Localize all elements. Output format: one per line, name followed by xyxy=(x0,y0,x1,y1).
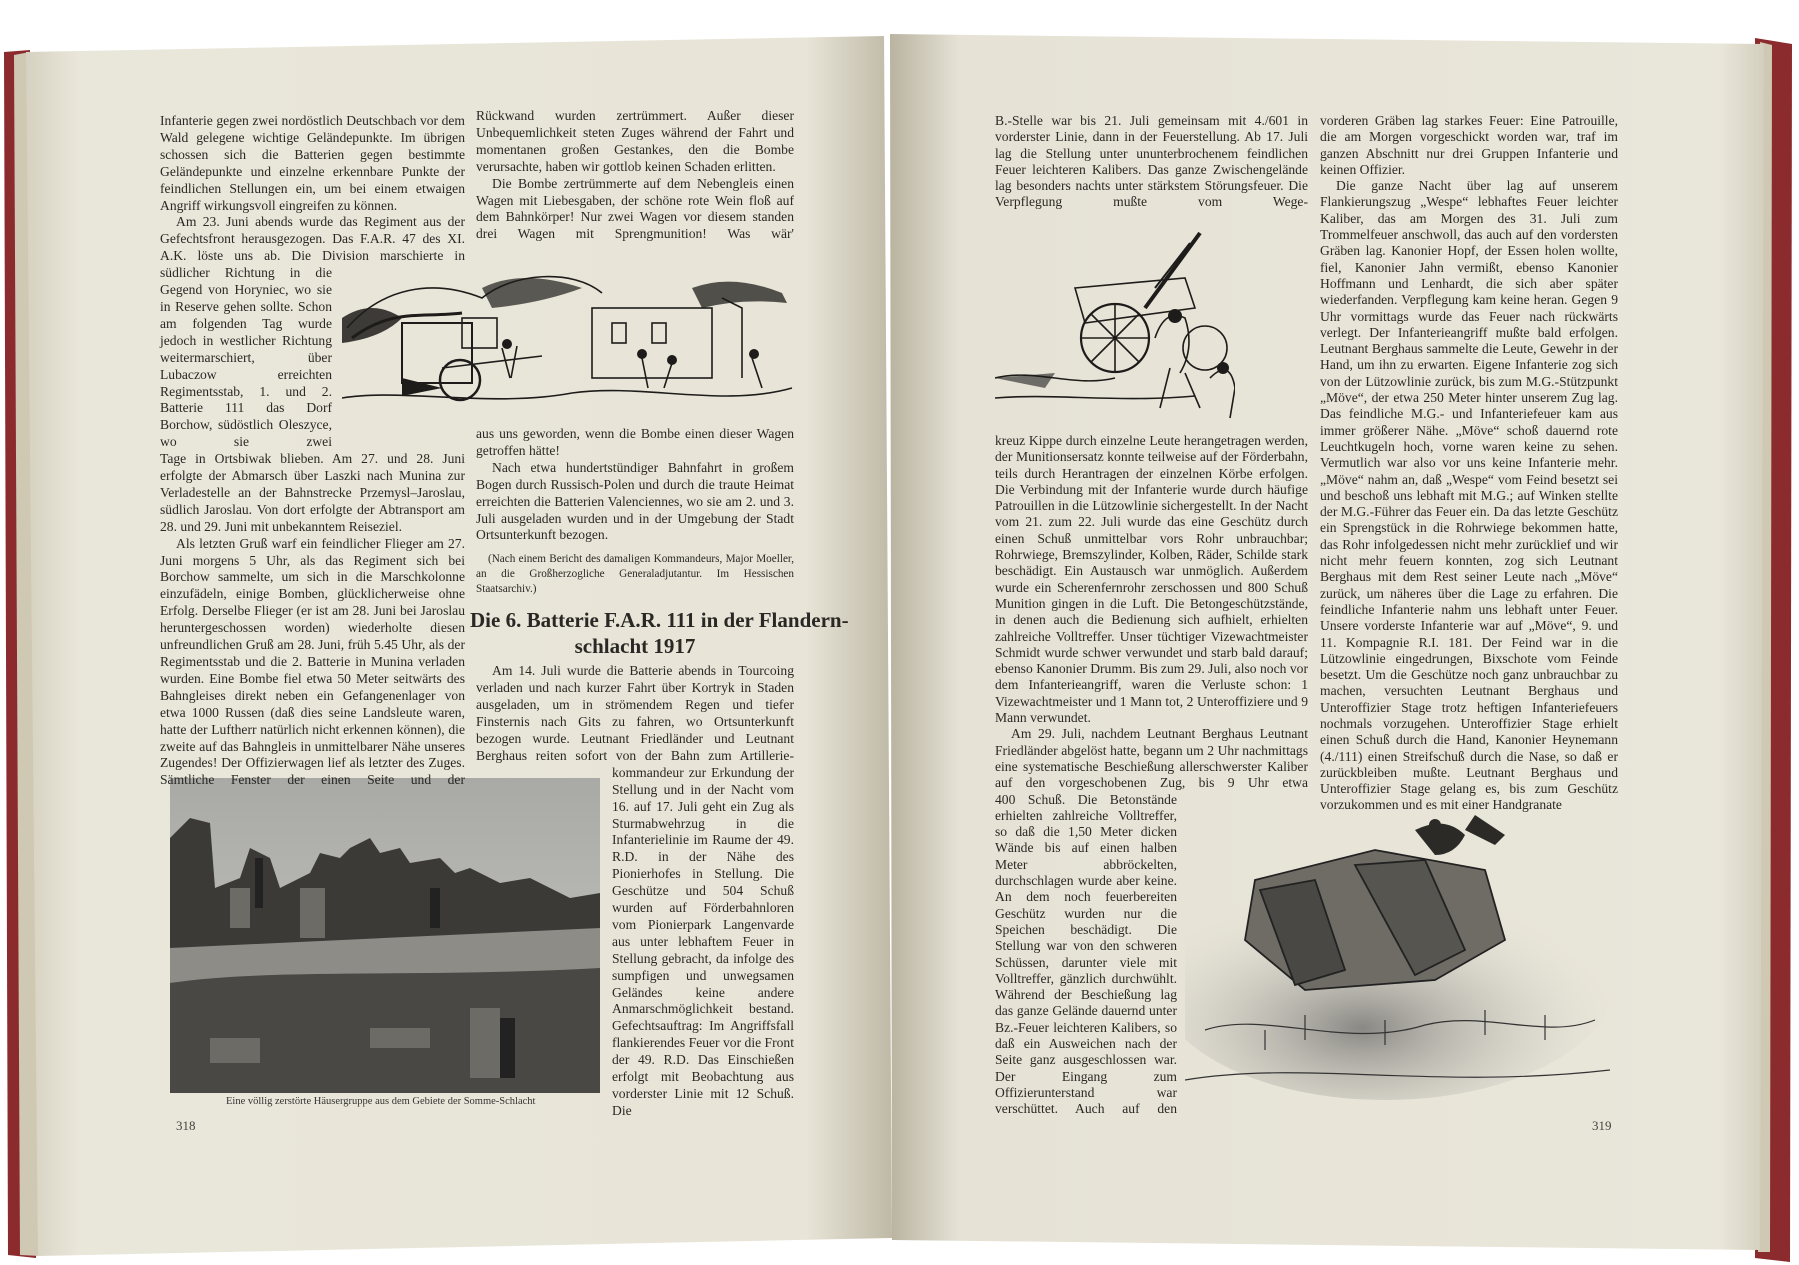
paragraph: Am 29. Juli, nachdem Leutnant Berghaus Leutnant Friedländer abgelöst hatte, begann um 2 Uhr nachmittags eine systematische Beschießung allerschwerster Kaliber auf den vorgeschobenen Zug, bis 9 Uhr etwa xyxy=(995,726,1308,791)
paragraph: kreuz Kippe durch einzelne Leute herangetragen werden, der Munitionsersatz konnte teilweise auf der Förderbahn, teils durch Herantragen der einzelnen Körbe erfolgen. Die Verbindung mit der Infanterie wurde durch häufige Patrouillen in die Lützowlinie sichergestellt. In der Nacht vom 21. zum 22. Juli wurde das eine Geschütz durch einen Schuß unmittelbar vors Rohr unbrauchbar; Rohrwiege, Bremszylinder, Kolben, Räder, Schilde stark beschädigt. Ein Austausch war unmöglich. Außerdem wurde ein Scherenfernrohr zerschossen und 800 Schuß Munition gingen in die Luft. Die Betongeschützstände, in denen auch die Bedienung sich aufhielt, erhielten zahlreiche Volltreffer. Unser tüchtiger Vizewachtmeister Schmidt wurde schwer verwundet und starb bald darauf; ebenso Kanonier Drumm. Bis zum 29. Juli, also noch vor dem Infanterieangriff, waren die Verluste schon: 1 Vizewachtmeister und 1 Mann tot, 2 Unteroffiziere und 9 Mann verwundet. xyxy=(995,433,1308,726)
paragraph: Am 14. Juli wurde die Batterie abends in Tourcoing verladen und nach kurzer Fahrt über Kortryk in Staden ausgeladen, um in strömendem Regen und tiefer Finsternis nach Gits zu fahren, wo Ortsunterkunft bezogen wurde. Leutnant Friedländer und Leutnant Berghaus reiten sofort von der Bahn zum Artillerie- xyxy=(476,663,794,763)
paragraph: Rückwand wurden zertrümmert. Außer dieser Unbequemlichkeit steten Zuges während der Fahrt und momentanen großen Gestankes, den die Bombe verursachte, haben wir gottlob keinen Schaden erlitten. xyxy=(476,108,794,174)
source-note-text: (Nach einem Bericht des damaligen Kommandeurs, Major Moeller, an die Großherzogliche Generaladjutantur. Im Hessischen Staatsarchiv.) xyxy=(476,553,794,596)
paragraph: kommandeur zur Erkundung der Stellung und in der Nacht vom 16. auf 17. Juli geht ein Zug als Sturmabwehrzug in die Infanterielinie im Raume der 49. R.D. in der Nähe des Pionierhofes in Stellung. Die Geschütze und 504 Schuß wurden auf Förderbahnloren vom Pionierpark Langenvarde aus unter lebhaftem Feuer in Stellung gebracht, da infolge des sumpfigen und unwegsamen Geländes keine andere Anmarschmöglichkeit bestand. Gefechtsauftrag: Im Angriffsfall flankierendes Feuer vor die Front der 49. R.D. Das Einschießen erfolgt mit Beobachtung aus vorderster Linie mit 12 Schuß. Die xyxy=(612,764,794,1118)
paragraph: Nach etwa hundertstündiger Bahnfahrt in großem Bogen durch Russisch-Polen und durch die traute Heimat erreichten die Batterien Valenciennes, wo sie am 2. und 3. Juli ausgeladen wurden und in der Umgebung der Stadt Ortsunterkunft bezogen. xyxy=(476,459,794,543)
left-col2-narrow xyxy=(612,765,794,1120)
source-note xyxy=(476,552,794,597)
paragraph: Infanterie gegen zwei nordöstlich Deutschbach vor dem Wald gelegene wichtige Geländepunkte. Im übrigen schossen sich die Batterien gegen bestimmte Geländepunkte und einzelne erkennbare Punkte der feindlichen Stellungen ein, um bei einem etwaigen Angriff wirkungsvoll eingreifen zu können. xyxy=(160,113,465,213)
right-col1-middle xyxy=(995,433,1308,792)
section-heading xyxy=(470,607,849,659)
left-col2-middle xyxy=(476,426,794,544)
paragraph: 400 Schuß. Die Betonstände erhielten zahlreiche Volltreffer, so daß die 1,50 Meter dicken Wände bis auf einen halben Meter abbröckelten, durchschlagen wurde aber keine. An dem noch feuerbereiten Geschütz wurden nur die Speichen beschädigt. Die Stellung war von den schweren Schüssen, darunter viele mit Volltreffer, gänzlich durchwühlt. Während der Beschießung lag das ganze Gelände dauernd unter Bz.-Feuer leichteren Kalibers, so daß ein Ausweichen nach der Seite ganz ausgeschlossen war. Der Eingang zum Offizierunterstand war verschüttet. Auch auf den xyxy=(995,791,1177,1117)
left-col1-top xyxy=(160,113,465,265)
left-col2 xyxy=(470,108,849,1120)
page-number-left: 318 xyxy=(176,1118,196,1133)
right-col2-wrap xyxy=(1320,113,1618,814)
section-heading-line: Die 6. Batterie F.A.R. 111 in der Flandern- xyxy=(470,608,849,633)
page-number-right: 319 xyxy=(1592,1118,1612,1133)
left-col2-section-start xyxy=(476,663,794,764)
paragraph: Am 23. Juni abends wurde das Regiment aus der Gefechtsfront herausgezogen. Das F.A.R. 47 des XI. A.K. löste uns ab. Die Division marschierte in xyxy=(160,214,465,264)
left-col2-top xyxy=(476,108,794,426)
paragraph: Die Bombe zertrümmerte auf dem Nebengleis einen Wagen mit Liebesgaben, der schöne rote Wein floß auf dem Bahnkörper! Nur zwei Wagen vor diesem standen drei Wagen mit Sprengmunition! Was wär' xyxy=(476,175,794,242)
left-col1-bottom xyxy=(160,451,465,789)
paragraph: aus uns geworden, wenn die Bombe einen dieser Wagen getroffen hätte! xyxy=(476,426,794,458)
right-col1-top xyxy=(995,113,1308,433)
right-col1-narrow xyxy=(995,792,1177,1118)
paragraph: B.-Stelle war bis 21. Juli gemeinsam mit 4./601 in vorderster Linie, dann in der Feuerstellung. Ab 17. Juli lag die Stellung unter ununterbrochenem feindlichen Feuer leichteren Kalibers. Das ganze Zwischengelände lag besonders nachts unter stärkstem Störungsfeuer. Die Verpflegung mußte vom Wege- xyxy=(995,113,1308,210)
paragraph: südlicher Richtung in die Gegend von Horyniec, wo sie in Reserve gehen sollte. Schon am folgenden Tag wurde jedoch in westlicher Richtung weitermarschiert, über Lubaczow erreichten Regimentsstab, 1. und 2. Batterie 111 das Dorf Borchow, südöstlich Oleszyce, wo sie zwei xyxy=(160,265,332,450)
section-heading-line: schlacht 1917 xyxy=(574,634,696,659)
right-col2 xyxy=(1320,113,1618,814)
paragraph: Die ganze Nacht über lag auf unserem Flankierungszug „Wespe“ lebhaftes Feuer leichter Kaliber, das am Morgen des 31. Juli zum Trommelfeuer anschwoll, das auch auf den vordersten Gräben lag. Kanonier Hopf, der Essen holen wollte, fiel, Kanonier Jahn vermißt, ebenso Kanonier Hoffmann und Lenhardt, die sich aber später wiederfanden. Verpflegung kam keine heran. Gegen 9 Uhr vormittags wurde das Feuer nach rückwärts verlegt. Der Infanterieangriff mußte bald erfolgen. Leutnant Berghaus sammelte die Leute, Gewehr in der Hand, um ihn zu erwarten. Eigene Infanterie zog sich von der Lützowlinie zurück, bis zum M.G.-Stützpunkt „Möve“, der etwa 250 Meter hinter unserem Zug lag. Das feindliche M.G.- und Infanteriefeuer kam aus immer größerer Nähe. „Möve“ schoß dauernd rote Leuchtkugeln hoch, vorne waren keine zu sehen. Vermutlich war also vor uns keine Infanterie mehr. „Möve“ nahm an, daß „Wespe“ vom Feind besetzt sei und beschoß uns lebhaft mit M.G.; auf Winken stellte der M.G.-Führer das Feuer ein. Da das letzte Geschütz ein Sprengstück in die Rohrwiege bekommen hatte, das Rohr infolgedessen nicht mehr zurücklief und wir nicht mehr feuern konnten, zog sich Leutnant Berghaus mit dem Rest seiner Leute nach „Möve“ zurück, um näheres über die Lage zu erfahren. Die feindliche Infanterie nahm uns lebhaft unter Feuer. Unsere vorderste Infanterie war auf „Möve“, 9. und 11. Kompagnie R.I. 181. Der Feind war in die Lützowlinie eingedrungen, Bixschote vom Feinde besetzt. Um die Geschütze noch ganz unbrauchbar zu machen, versuchten Leutnant Berghaus und Unteroffizier Stage trotz heftigen Infanteriefeuers nochmals vorzugehen. Unteroffizier Stage erhielt einen Schuß durch die Hand, Kanonier Heynemann (4./111) einen Streifschuß durch die Nase, so daß er zurückbleiben mußte. Leutnant Berghaus und Unteroffizier Stage gelang es, bis zum Geschütz vorzukommen und es mit einer Handgranate xyxy=(1320,178,1618,813)
left-col1 xyxy=(160,113,465,789)
photo-caption: Eine völlig zerstörte Häusergruppe aus dem Gebiete der Somme-Schlacht xyxy=(226,1096,536,1107)
paragraph: Als letzten Gruß warf ein feindlicher Flieger am 27. Juni morgens 5 Uhr, als das Regiment sich bei Borchow sammelte, um sich in die Marschkolonne einzufädeln, einige Bomben, glücklicherweise ohne Erfolg. Derselbe Flieger (er ist am 28. Juni bei Jaroslau heruntergeschossen worden) wiederholte diesen unfreundlichen Gruß am 28. Juni, früh 5.45 Uhr, als der Regimentsstab und die 2. Batterie in Munina verladen wurden. Eine Bombe fiel etwa 50 Meter seitwärts des Bahngleises direkt neben ein Gefangenenlager von etwa 1000 Russen (daß dies seine Landsleute waren, hatte der Luftherr natürlich nicht erkennen können), die zweite auf das Bahngleis in unmittelbarer Nähe unseres Zugendes! Der Offizierwagen lief als letzter des Zuges. Sämtliche Fenster der einen Seite und der xyxy=(160,535,465,788)
paragraph: Tage in Ortsbiwak blieben. Am 27. und 28. Juni erfolgte der Abmarsch über Laszki nach Munina zur Verladestelle an der Bahnstrecke Przemysl–Jaroslau, südlich Jaroslau. Von dort erfolgte der Abtransport am 28. und 29. Juni mit unbekanntem Reiseziel. xyxy=(160,451,465,534)
right-col1 xyxy=(995,113,1308,1117)
left-col1-narrow xyxy=(160,265,332,451)
paragraph: vorderen Gräben lag starkes Feuer: Eine Patrouille, die am Morgen vorgeschickt worden war, traf im ganzen Abschnitt nur drei Gruppen Infanterie und keinen Offizier. xyxy=(1320,113,1618,177)
